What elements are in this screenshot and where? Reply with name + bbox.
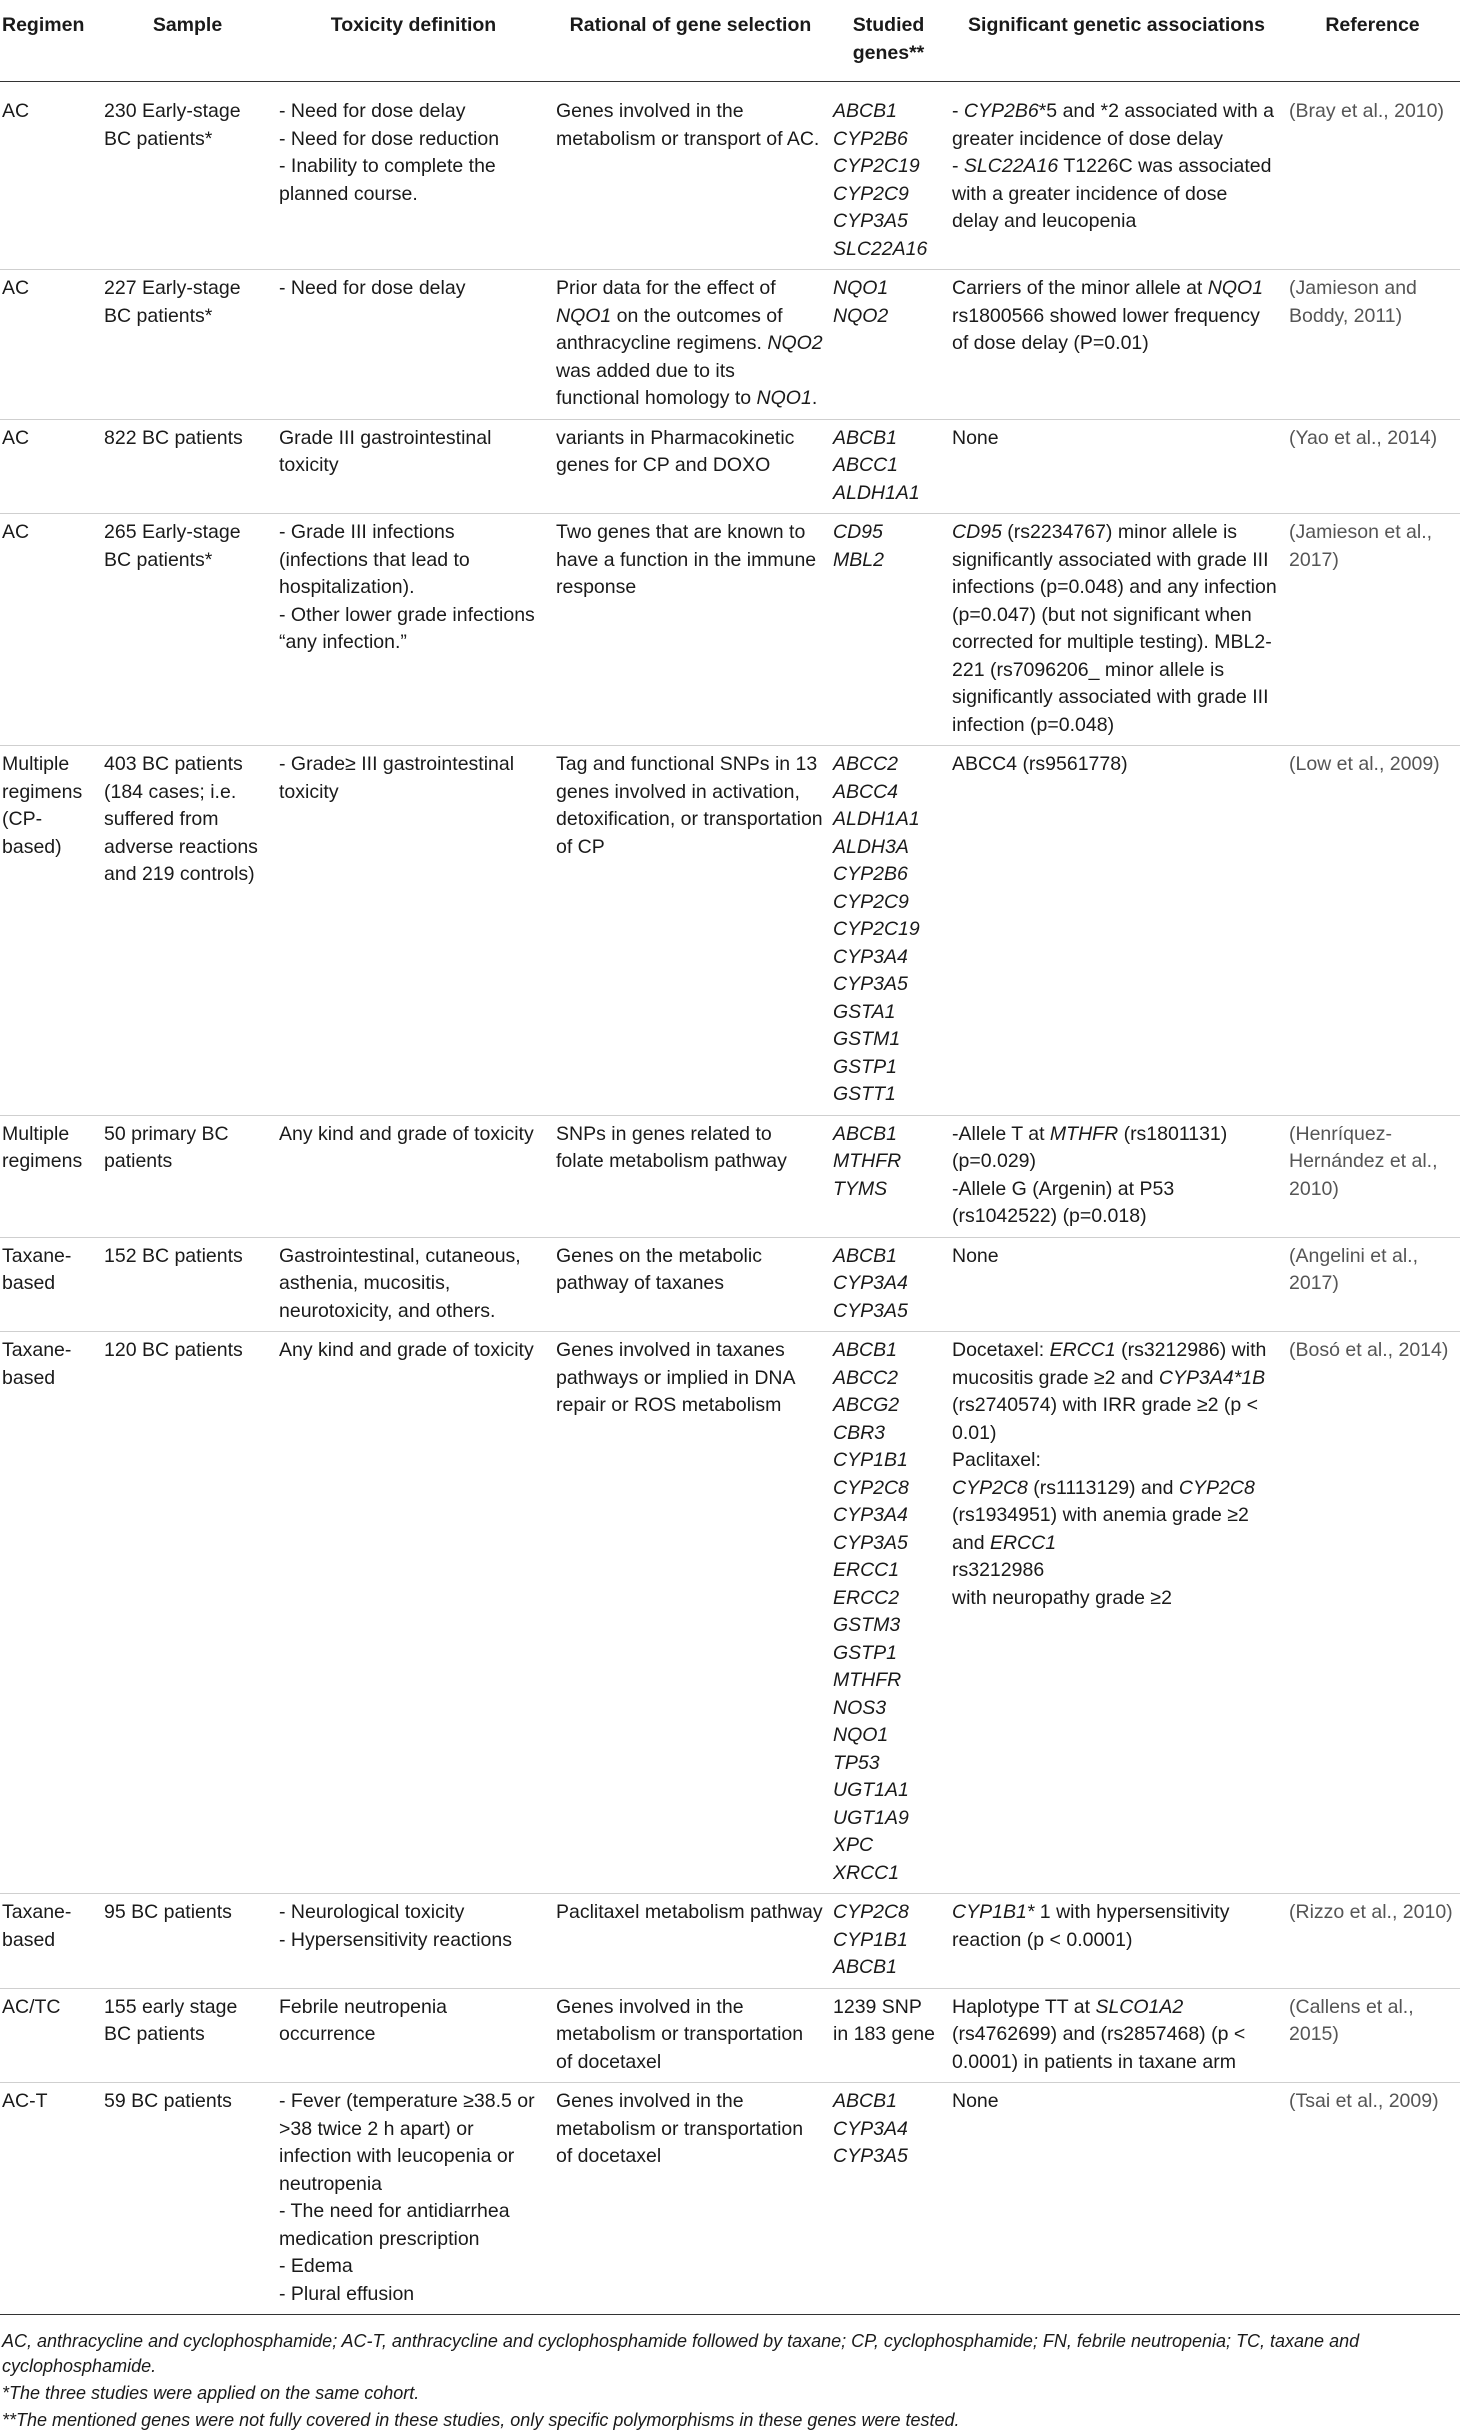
header-rationale: Rational of gene selection (552, 0, 829, 82)
toxicity-item: Any kind and grade of toxicity (279, 1339, 534, 1361)
cell-associations (948, 746, 1285, 1116)
gene-item: CYP2B6 (833, 863, 908, 885)
gene-name-italic: ERCC1 (1049, 1339, 1116, 1361)
cell-sample: 95 BC patients (100, 1894, 275, 1989)
cell-toxicity-definition (275, 1332, 552, 1894)
header-studied-genes: Studied genes** (829, 0, 948, 82)
cell-rationale: Genes on the metabolic pathway of taxanes (552, 1237, 829, 1332)
gene-item: CYP3A5 (833, 1299, 908, 1322)
toxicity-item: - Need for dose delay (279, 277, 466, 299)
cell-sample: 59 BC patients (100, 2083, 275, 2315)
text-run: None (952, 2090, 999, 2112)
toxicity-item: - Need for dose reduction (279, 127, 500, 150)
cell-reference: (Jamieson and Boddy, 2011) (1285, 270, 1460, 420)
text-run: Haplotype TT at (952, 1995, 1096, 2018)
gene-item: 1239 SNP in 183 gene (833, 1995, 935, 2045)
table-row (0, 1115, 1460, 1237)
cell-toxicity-definition (275, 1894, 552, 1989)
gene-item: ABCC1 (833, 454, 899, 476)
header-reference: Reference (1285, 0, 1460, 82)
cell-associations (948, 514, 1285, 746)
association-line (952, 1994, 1279, 2077)
cell-reference: (Low et al., 2009) (1285, 746, 1460, 1116)
text-run: ABCC4 (rs9561778) (952, 753, 1128, 775)
cell-rationale (552, 270, 829, 420)
cell-toxicity-definition (275, 1237, 552, 1332)
cell-rationale: Paclitaxel metabolism pathway (552, 1894, 829, 1989)
table-row (0, 746, 1460, 1116)
gene-item: CYP1B1 (833, 1928, 908, 1951)
cell-rationale: SNPs in genes related to folate metabolism pathway (552, 1115, 829, 1237)
toxicity-item: - Edema (279, 2255, 353, 2277)
toxicity-item: Grade III gastrointestinal toxicity (279, 426, 492, 476)
cell-sample: 227 Early-stage BC patients* (100, 270, 275, 420)
cell-reference: (Rizzo et al., 2010) (1285, 1894, 1460, 1989)
gene-item: ALDH1A1 (833, 481, 920, 504)
gene-item: MTHFR (833, 1669, 902, 1691)
association-line (952, 1243, 1279, 1271)
association-line (952, 751, 1279, 779)
toxicity-item: - The need for antidiarrhea medication prescription (279, 2200, 510, 2250)
association-line (952, 1176, 1279, 1231)
cell-regimen: Multiple regimens (CP-based) (0, 746, 100, 1116)
toxicity-item: - Need for dose delay (279, 100, 466, 122)
gene-item: ABCB1 (833, 1244, 897, 1267)
gene-item: ABCB1 (833, 426, 897, 449)
gene-item: ABCB1 (833, 1339, 897, 1361)
gene-item: NQO1 (833, 277, 889, 299)
table-row (0, 270, 1460, 420)
gene-item: NQO2 (833, 304, 889, 327)
cell-associations (948, 1115, 1285, 1237)
rationale-text (556, 275, 823, 413)
cell-reference: (Jamieson et al., 2017) (1285, 514, 1460, 746)
text-run: Prior data for the effect of (556, 277, 776, 299)
gene-item: MBL2 (833, 548, 884, 571)
table-row (0, 1988, 1460, 2083)
gene-item: CYP3A4 (833, 945, 908, 968)
text-run: rs1800566 showed lower frequency of dose delay (P=0.01) (952, 304, 1260, 354)
table-row (0, 1332, 1460, 1894)
toxicity-item: Gastrointestinal, cutaneous, asthenia, mucositis, neurotoxicity, and others. (279, 1244, 521, 1322)
gene-item: GSTM1 (833, 1028, 901, 1050)
text-run: - (952, 100, 964, 122)
gene-item: ABCC4 (833, 780, 899, 803)
toxicity-item: Febrile neutropenia occurrence (279, 1995, 448, 2045)
cell-sample: 230 Early-stage BC patients* (100, 82, 275, 270)
cell-associations (948, 1332, 1285, 1894)
gene-item: GSTP1 (833, 1641, 897, 1664)
cell-sample: 403 BC patients (184 cases; i.e. suffered from adverse reactions and 219 controls) (100, 746, 275, 1116)
cell-toxicity-definition (275, 270, 552, 420)
gene-item: CYP2B6 (833, 127, 908, 150)
association-line (952, 1447, 1279, 1475)
gene-name-italic: NQO2 (767, 332, 823, 354)
gene-name-italic: CYP3A4*1B (1158, 1366, 1266, 1389)
association-line (952, 153, 1279, 236)
gene-item: TP53 (833, 1751, 880, 1774)
association-line (952, 1585, 1279, 1613)
text-run: (rs3212986) with mucositis grade ≥2 and (952, 1339, 1267, 1389)
table-row (0, 82, 1460, 270)
cell-studied-genes (829, 270, 948, 420)
toxicity-item: - Fever (temperature ≥38.5 or >38 twice 2 h apart) or infection with leucopenia or neutropenia (279, 2090, 535, 2195)
gene-name-italic: NQO1 (756, 387, 812, 409)
cell-associations (948, 270, 1285, 420)
gene-item: CYP2C8 (833, 1476, 909, 1499)
cell-regimen: AC-T (0, 2083, 100, 2315)
cell-reference: (Angelini et al., 2017) (1285, 1237, 1460, 1332)
gene-name-italic: SLC22A16 (963, 155, 1059, 177)
cell-studied-genes (829, 419, 948, 514)
cell-reference: (Henríquez-Hernández et al., 2010) (1285, 1115, 1460, 1237)
cell-toxicity-definition (275, 1988, 552, 2083)
association-line (952, 1557, 1279, 1585)
gene-item: ALDH1A1 (833, 808, 920, 830)
gene-item: ABCC2 (833, 753, 899, 775)
gene-item: UGT1A9 (833, 1806, 909, 1829)
toxicity-item: - Grade≥ III gastrointestinal toxicity (279, 753, 515, 803)
text-run: was added due to its functional homology to (556, 359, 757, 409)
text-run: - (952, 155, 964, 177)
gene-item: ABCB1 (833, 100, 897, 122)
cell-toxicity-definition (275, 746, 552, 1116)
cell-rationale: Genes involved in the metabolism or transportation of docetaxel (552, 2083, 829, 2315)
cell-regimen: Taxane-based (0, 1237, 100, 1332)
gene-item: CYP1B1 (833, 1449, 908, 1471)
gene-item: ERCC1 (833, 1559, 900, 1581)
cell-regimen: AC/TC (0, 1988, 100, 2083)
gene-item: CYP3A5 (833, 210, 908, 232)
association-line (952, 1475, 1279, 1558)
cell-sample: 50 primary BC patients (100, 1115, 275, 1237)
footnote: **The mentioned genes were not fully covered in these studies, only specific polymorphisms in these genes were tested. (2, 2410, 960, 2430)
gene-item: ABCG2 (833, 1394, 900, 1416)
text-run: None (952, 426, 999, 449)
cell-studied-genes (829, 514, 948, 746)
text-run: (rs4762699) and (rs2857468) (p < 0.0001) in patients in taxane arm (952, 2023, 1246, 2073)
cell-reference: (Bray et al., 2010) (1285, 82, 1460, 270)
gene-item: NOS3 (833, 1696, 887, 1719)
cell-studied-genes (829, 1988, 948, 2083)
gene-item: CYP3A5 (833, 2145, 908, 2167)
text-run: (rs1113129) and (1027, 1476, 1179, 1499)
cell-toxicity-definition (275, 419, 552, 514)
text-run: with neuropathy grade ≥2 (952, 1586, 1172, 1609)
text-run: . (811, 387, 818, 409)
cell-reference: (Callens et al., 2015) (1285, 1988, 1460, 2083)
cell-toxicity-definition (275, 1115, 552, 1237)
cell-regimen: AC (0, 82, 100, 270)
text-run: (rs2234767) minor allele is significantly associated with grade III infections (p=0.048) and any infection (p=0.047) (but not significant when corrected for multiple testing). MBL2-221 (rs7096206_ minor allele is significantly associated with grade III infection (p=0.048) (952, 521, 1277, 736)
cell-associations (948, 82, 1285, 270)
gene-item: SLC22A16 (833, 237, 928, 260)
gene-item: UGT1A1 (833, 1779, 909, 1801)
toxicity-item: - Inability to complete the planned course. (279, 155, 496, 205)
gene-item: ABCB1 (833, 1956, 897, 1978)
cell-studied-genes (829, 1332, 948, 1894)
table-row (0, 514, 1460, 746)
cell-sample: 155 early stage BC patients (100, 1988, 275, 2083)
cell-regimen: AC (0, 514, 100, 746)
text-run: (rs2740574) with IRR grade ≥2 (p < 0.01) (952, 1394, 1259, 1444)
cell-sample: 152 BC patients (100, 1237, 275, 1332)
gene-name-italic: CYP2B6 (963, 100, 1039, 122)
gene-name-italic: CYP2C8 (952, 1476, 1028, 1499)
text-run: Paclitaxel: (952, 1449, 1041, 1471)
toxicity-item: - Neurological toxicity (279, 1901, 465, 1923)
header-associations: Significant genetic associations (948, 0, 1285, 82)
gene-item: CYP3A4 (833, 1272, 908, 1294)
gene-item: TYMS (833, 1177, 888, 1200)
text-run: -Allele G (Argenin) at P53 (rs1042522) (p=0.018) (952, 1177, 1175, 1227)
gene-name-italic: SLCO1A2 (1095, 1995, 1184, 2018)
gene-item: CYP2C9 (833, 890, 909, 913)
gene-name-italic: ERCC1 (989, 1531, 1057, 1554)
text-run: T1226C was associated with a greater incidence of dose delay and leucopenia (952, 155, 1272, 232)
cell-regimen: AC (0, 270, 100, 420)
gene-item: CYP2C8 (833, 1901, 909, 1923)
table-row (0, 1894, 1460, 1989)
cell-sample: 120 BC patients (100, 1332, 275, 1894)
cell-rationale: Genes involved in the metabolism or transport of AC. (552, 82, 829, 270)
header-toxicity-definition: Toxicity definition (275, 0, 552, 82)
gene-item: CYP3A4 (833, 1504, 908, 1526)
gene-item: ABCB1 (833, 1122, 897, 1145)
toxicity-item: - Plural effusion (279, 2282, 415, 2305)
footnote: *The three studies were applied on the same cohort. (2, 2383, 420, 2403)
toxicity-item: Any kind and grade of toxicity (279, 1122, 534, 1145)
gene-item: ABCB1 (833, 2090, 897, 2112)
association-line (952, 275, 1279, 358)
cell-sample: 822 BC patients (100, 419, 275, 514)
gene-name-italic: CYP2C8 (1178, 1476, 1255, 1499)
gene-item: ERCC2 (833, 1586, 900, 1609)
gene-item: GSTP1 (833, 1055, 897, 1078)
cell-reference: (Bosó et al., 2014) (1285, 1332, 1460, 1894)
cell-associations (948, 1894, 1285, 1989)
text-run: rs3212986 (952, 1559, 1045, 1581)
cell-associations (948, 2083, 1285, 2315)
cell-regimen: Taxane-based (0, 1332, 100, 1894)
toxicity-item: - Other lower grade infections “any infection.” (279, 603, 535, 653)
cell-reference: (Yao et al., 2014) (1285, 419, 1460, 514)
cell-rationale: Tag and functional SNPs in 13 genes involved in activation, detoxification, or transportation of CP (552, 746, 829, 1116)
gene-item: CYP3A5 (833, 973, 908, 995)
cell-associations (948, 1237, 1285, 1332)
gene-name-italic: CYP1B1* (952, 1901, 1035, 1923)
association-line (952, 519, 1279, 739)
gene-name-italic: NQO1 (556, 304, 612, 327)
text-run: Carriers of the minor allele at (952, 277, 1208, 299)
cell-reference: (Tsai et al., 2009) (1285, 2083, 1460, 2315)
header-sample: Sample (100, 0, 275, 82)
gene-name-italic: CD95 (952, 521, 1002, 543)
text-run: Docetaxel: (952, 1339, 1050, 1361)
cell-studied-genes (829, 2083, 948, 2315)
table-row (0, 1237, 1460, 1332)
header-regimen: Regimen (0, 0, 100, 82)
cell-toxicity-definition (275, 514, 552, 746)
cell-rationale: variants in Pharmacokinetic genes for CP and DOXO (552, 419, 829, 514)
text-run: 1 with hypersensitivity reaction (p < 0.0001) (952, 1901, 1230, 1951)
association-line (952, 1899, 1279, 1954)
cell-regimen: Taxane-based (0, 1894, 100, 1989)
text-run: on the outcomes of anthracycline regimens. (556, 304, 783, 354)
gene-item: CBR3 (833, 1421, 886, 1444)
cell-regimen: AC (0, 419, 100, 514)
association-line (952, 1121, 1279, 1176)
gene-item: GSTT1 (833, 1083, 896, 1105)
text-run: -Allele T at (952, 1122, 1050, 1145)
text-run: None (952, 1244, 999, 1267)
cell-sample: 265 Early-stage BC patients* (100, 514, 275, 746)
gene-item: NQO1 (833, 1724, 889, 1746)
gene-item: CYP2C9 (833, 182, 909, 205)
gene-item: CYP3A5 (833, 1531, 908, 1554)
cell-associations (948, 419, 1285, 514)
cell-rationale: Two genes that are known to have a function in the immune response (552, 514, 829, 746)
cell-toxicity-definition (275, 2083, 552, 2315)
gene-item: GSTA1 (833, 1000, 896, 1023)
table-row (0, 419, 1460, 514)
cell-regimen: Multiple regimens (0, 1115, 100, 1237)
table-footnotes (0, 2315, 1460, 2433)
gene-item: CYP3A4 (833, 2117, 908, 2140)
cell-rationale: Genes involved in taxanes pathways or implied in DNA repair or ROS metabolism (552, 1332, 829, 1894)
gene-item: XRCC1 (833, 1861, 900, 1884)
cell-studied-genes (829, 1237, 948, 1332)
text-run: (rs1801131) (p=0.029) (952, 1122, 1228, 1172)
gene-item: CYP2C19 (833, 918, 920, 940)
cell-studied-genes (829, 1115, 948, 1237)
gene-item: XPC (833, 1834, 874, 1856)
cell-associations (948, 1988, 1285, 2083)
gene-item: GSTM3 (833, 1614, 901, 1636)
footnote: AC, anthracycline and cyclophosphamide; AC-T, anthracycline and cyclophosphamide followed by taxane; CP, cyclophosphamide; FN, febrile neutropenia; TC, taxane and cyclophosphamide. (2, 2331, 1360, 2376)
table-body (0, 82, 1460, 2315)
cell-studied-genes (829, 1894, 948, 1989)
cell-studied-genes (829, 82, 948, 270)
association-line (952, 1337, 1279, 1447)
toxicity-item: - Grade III infections (infections that lead to hospitalization). (279, 521, 470, 598)
gene-name-italic: MTHFR (1049, 1122, 1119, 1145)
gene-item: CYP2C19 (833, 155, 920, 177)
gene-name-italic: NQO1 (1207, 277, 1264, 299)
text-run: (rs1934951) with anemia grade ≥2 and (952, 1504, 1249, 1554)
cell-rationale: Genes involved in the metabolism or transportation of docetaxel (552, 1988, 829, 2083)
association-line (952, 98, 1279, 153)
text-run: *5 and *2 associated with a greater incidence of dose delay (952, 100, 1274, 150)
association-line (952, 2088, 1279, 2116)
gene-item: ALDH3A (833, 835, 909, 858)
association-line (952, 425, 1279, 453)
gene-item: ABCC2 (833, 1366, 899, 1389)
gene-item: MTHFR (833, 1150, 902, 1172)
toxicity-item: - Hypersensitivity reactions (279, 1928, 512, 1951)
cell-toxicity-definition (275, 82, 552, 270)
table-row (0, 2083, 1460, 2315)
gene-item: CD95 (833, 521, 883, 543)
table-header (0, 0, 1460, 82)
cell-studied-genes (829, 746, 948, 1116)
